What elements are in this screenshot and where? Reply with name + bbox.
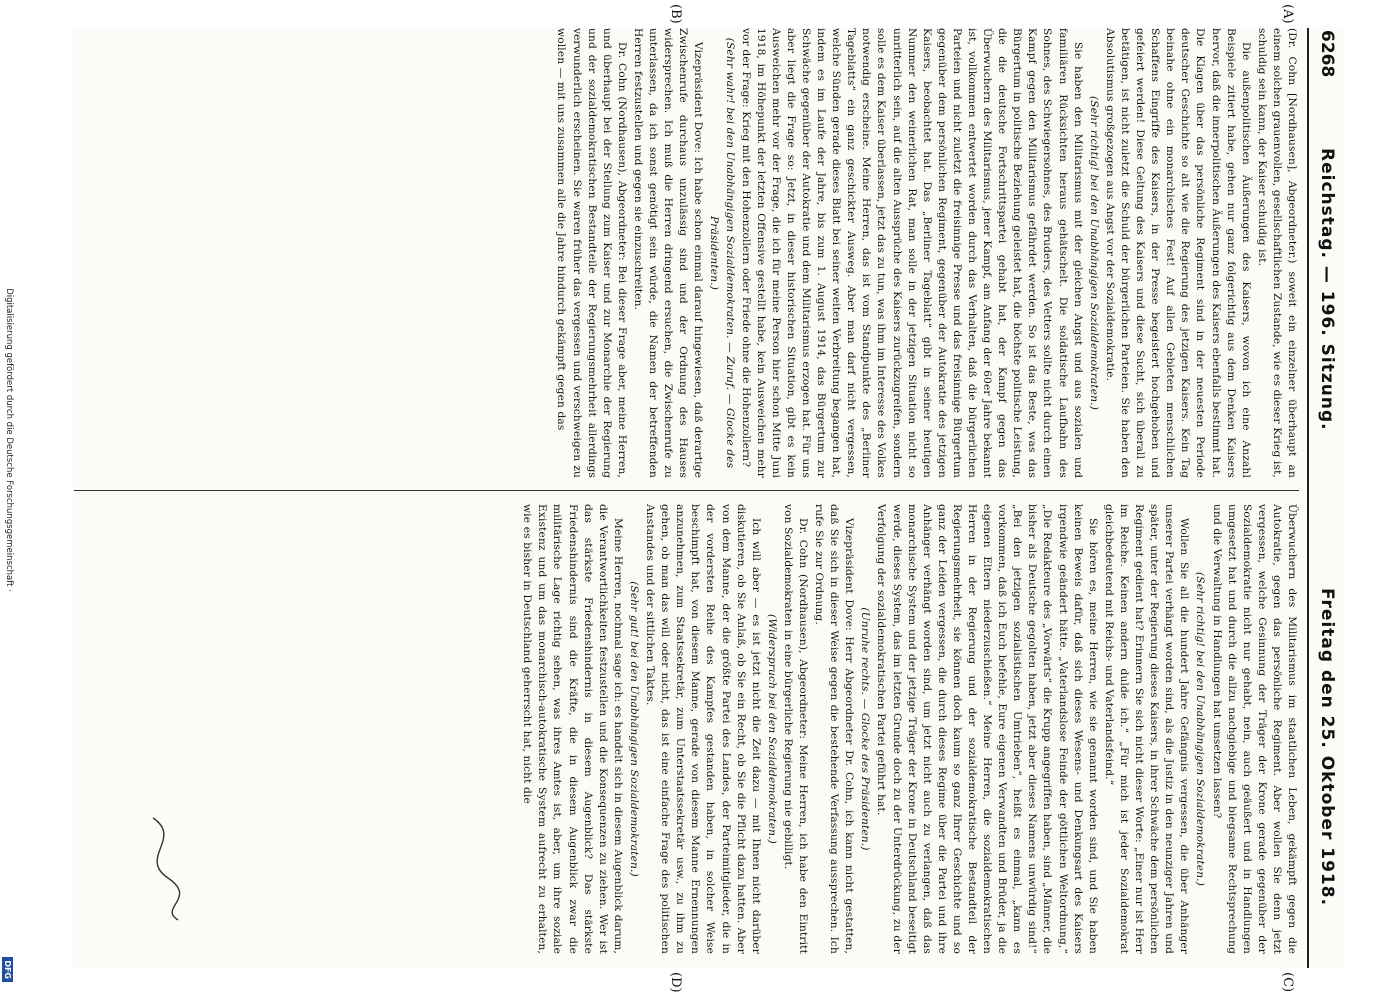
page-header <box>1307 28 1343 968</box>
column-divider <box>74 490 1299 491</box>
paragraph: Vizepräsident Dove: Ich habe schon einmal darauf hingewiesen, daß derartige Zwischenrufe durchaus unzulässig sind und der Ordnung des Hauses widersprechen. Ich muß die Herren dringend ersuchen, die Zwischenrufe zu unterlassen, da ich sonst genötigt sein würde, die Namen der betreffenden Herren festzustellen und gegen sie einzuschreiten. <box>631 28 705 478</box>
interjection: (Sehr richtig! bei den Unabhängigen Sozialdemokraten.) <box>1194 572 1207 886</box>
marker-d: (D) <box>668 972 683 993</box>
session-title: Reichstag. — 196. Sitzung. <box>1317 148 1337 431</box>
handwritten-mark <box>133 808 193 928</box>
paragraph: Meine Herren, nochmal sage ich: es handelt sich in diesem Augenblick darum, die Verantwortlichkeiten festzustellen und die Konsequenzen zu ziehen. Wer ist das stärkste Friedenshindernis in diesem Augenblick? Das stärkste Friedenshindernis sind die Kräfte, die in diesem Augenblick zwar die militärische Lage richtig sehen, was ihres Amtes ist, aber, um ihre soziale Existenz und um das monarchisch-autokratische System aufrecht zu erhalten, wie es bisher in Deutschland geherrscht hat, nicht die <box>521 504 624 954</box>
dfg-badge: DFG <box>2 957 13 982</box>
paragraph: Sie hören es, meine Herren, wie sie genannt worden sind, und Sie haben keinen Beweis dafür, daß sich dieses Wesens- und Denkungsart des Kaisers irgendwie geändert hätte. „Vaterlandslose Feinde der göttlichen Weltordnung,“ „Die Redakteure des „Vorwärts“ die Krupp angegriffen haben, sind „Männer, die bisher als Deutsche gegolten haben, jetzt aber dieses Namens unwürdig sind!“ „Bei den jetzigen sozialistischen Umtrieben“, heißt es einmal, „kann es vorkommen, daß ich Euch befehle, Eure eigenen Verwandten und Brüder, ja die eigenen Eltern niederzuschießen.“ Meine Herren, die sozialdemokratischen Herren in der Regierung und der sozialdemokratische Bestandteil der Regierungsmehrheit, sie können doch kaum so ganz Ihrer Geschichte und so ganz der Leiden vergessen, die durch dieses Regime über die Partei und ihre Anhänger verhängt worden sind, um jetzt nicht auch zu verlangen, daß das monarchische System und der jetzige Träger der Krone in Deutschland beseitigt werde, dieses System, das im letzten Grunde doch zu der Unterdrückung, zu der Verfolgung der sozialdemokratischen Partei geführt hat. <box>875 504 1099 954</box>
paragraph: Dr. Cohn (Nordhausen), Abgeordneter: Meine Herren, ich habe den Eintritt von Sozialdemokraten in eine bürgerliche Regierung nie gebilligt. <box>781 504 809 954</box>
paragraph: Sie haben den Militarismus mit der gleichen Angst und aus sozialen und familiären Rücksichten heraus gehätschelt. Die soldatische Laufbahn des Sohnes, des Schwiegersohnes, des Bruders, des Vetters sollte nicht durch einen Kampf gegen den Militarismus gefährdet werden. So ist das Beste, was das Bürgertum in politische Beziehung geleistet hat, die höchste politische Leistung, die die deutsche Fortschrittspartei gehabt hat, der Kampf gegen das Überwuchern des Militarismus, jener Kampf, am Anfang der 60er Jahre bekannt ist, vollkommen entwertet worden durch das Verhalten, daß die bürgerlichen Parteien und nicht zuletzt die freisinnige Presse und das freisinnige Bürgertum gegenüber dem persönlichen Regiment, gegenüber der Autokratie des jetzigen Kaisers, beobachtet hat. Das „Berliner Tageblatt“ gibt in seiner heutigen Nummer den weinerlichen Rat, man solle in der jetzigen Situation nicht so unritterlich sein, auf die alten Aussprüche des Kaisers zurückzugreifen, sondern solle es dem Kaiser überlassen, jetzt das zu tun, was ihm im Interesse des Volkes notwendig erscheine. Meine Herren, das ist vom Standpunkte des „Berliner Tageblatts“ ein ganz geschickter Ausweg. Aber man darf nicht vergessen, welche Sünden gerade dieses Blatt bei seiner weiten Verbreitung begangen hat, indem es im Laufe der Jahre, bis zum 1. August 1914, das Bürgertum zur Schwäche gegenüber der Autokratie und dem Militarismus erzogen hat. Für uns aber liegt die Frage so: Jetzt, in dieser historischen Situation, gibt es kein Ausweichen mehr vor der Frage, die ich für meine Person hier schon Mitte Juni 1918, im Höhepunkt der letzten Offensive gestellt habe, kein Ausweichen mehr vor der Frage: Krieg mit den Hohenzollern oder Friede ohne die Hohenzollern? <box>739 28 1084 478</box>
page-number: 6268 <box>1317 30 1337 78</box>
marker-b: (B) <box>668 4 683 24</box>
paragraph: Vizepräsident Dove: Herr Abgeordneter Dr. Cohn, ich kann nicht gestatten, daß Sie sich in dieser Weise gegen die bestehende Verfassung aussprechen. Ich rufe Sie zur Ordnung. <box>813 504 856 954</box>
right-column <box>74 504 1299 954</box>
marker-c: (C) <box>1280 972 1295 993</box>
paragraph: Überwuchern des Militarismus im staatlichen Leben, gekämpft gegen die Autokratie, gegen das persönliche Regiment. Aber wollen Sie denn jetzt vergessen, welche Gesinnung der Träger der Krone gerade gegenüber der Sozialdemokratie nicht nur gehabt, nein, auch geäußert und in Handlungen umgesetzt hat und durch die allzu nachgiebige und biegsame Rechtsprechung und die Verwaltung in Handlungen hat umsetzen lassen? <box>1210 504 1298 954</box>
paragraph: Ich will aber — es ist jetzt nicht die Zeit dazu — mit Ihnen nicht darüber diskutieren, ob Sie Anlaß, ob Sie ein Recht, ob Sie die Pflicht dazu hatten. Aber von dem Manne, der die größte Partei des Landes, der Parteimitglieder, die in der vordersten Reihe des Kampfes gestanden haben, in solcher Weise beschimpft hat, von diesem Manne, gerade von diesem Manne Ernennungen anzunehmen, zum Staatssekretär, zum Unterstaatssekretär usw., zu ihm zu gehen, ob man das will oder nicht, das ist eine einfache Frage des politischen Anstandes und der sittlichen Taktes. <box>644 504 762 954</box>
paragraph: (Dr. Cohn [Nordhausen], Abgeordneter.) soweit ein einzelner überhaupt an einem solchen grauenvollen, gesellschaftlichen Zustande, wie es dieser Krieg ist, schuldig sein kann, der Kaiser schuldig ist. <box>1255 28 1298 478</box>
newspaper-sheet <box>73 4 1343 993</box>
interjection: (Widerspruch bei den Sozialdemokraten.) <box>765 614 778 844</box>
interjection: (Sehr wahr! bei den Unabhängigen Sozialdemokraten. — Zuruf. — Glocke des Präsidenten.) <box>708 37 736 469</box>
interjection: (Sehr richtig! bei den Unabhängigen Sozialdemokraten.) <box>1087 96 1100 410</box>
marker-a: (A) <box>1280 4 1295 24</box>
digitization-credit: Digitalisierung gefördert durch die Deutsche Forschungsgemeinschaft · <box>4 288 14 592</box>
paragraph: Dr. Cohn (Nordhausen), Abgeordneter: Bei dieser Frage aber, meine Herren, und überhaupt bei der Stellung zum Kaiser und zur Monarchie der Regierung und der sozialdemokratischen Bestandteile der Regierungsmehrheit allerdings verwunderlich erscheinen. Sie waren früher das vergessen und verschweigen zu wollen — mit uns zusammen alle die Jahre hindurch gekämpft gegen das <box>555 28 628 478</box>
left-column <box>74 28 1299 478</box>
session-date: Freitag den 25. Oktober 1918. <box>1317 588 1337 907</box>
paragraph: Wollen Sie all die hundert Jahre Gefängnis vergessen, die über Anhänger unserer Partei verhängt worden sind, als die Justiz in den neunziger Jahren und später, unter der Regierung dieses Kaisers, in ihrer Schwäche dem persönlichen Regiment gedient hat? Erinnern Sie sich nicht dieser Worte: „Einer nur ist Herr im Reiche. Keinen andern dulde ich.“ „Für mich ist jeder Sozialdemokrat gleichbedeutend mit Reichs- und Vaterlandsfeind.“ <box>1102 504 1191 954</box>
interjection: (Unruhe rechts. — Glocke des Präsidenten.) <box>859 607 872 851</box>
paragraph: Die außenpolitischen Äußerungen des Kaisers, wovon ich eine Anzahl Beispiele zitiert habe, gehen nur ganz folgerichtig aus dem Denken Kaisers hervor, daß die innerpolitischen Äußerungen des Kaisers ebenfalls bestimmt hat. Die Klagen über das persönliche Regiment sind in der neuesten Periode deutscher Geschichte so alt wie die Regierung des jetzigen Kaisers. Kein Tag beinahe ohne ein monarchisches Fest! Auf allen Gebieten menschlichen Schaffens Eingriffe des Kaisers, in der Presse begeistert hochgehoben und gefeiert werden! Diese Geltung des Kaisers und diese Sucht, sich überall zu betätigen, ist nicht zuletzt die Schuld der bürgerlichen Parteien. Sie haben den Absolutismus großgezogen aus Angst vor der Sozialdemokratie. <box>1103 28 1252 478</box>
interjection: (Sehr gut! bei den Unabhängigen Sozialdemokraten.) <box>627 581 640 877</box>
